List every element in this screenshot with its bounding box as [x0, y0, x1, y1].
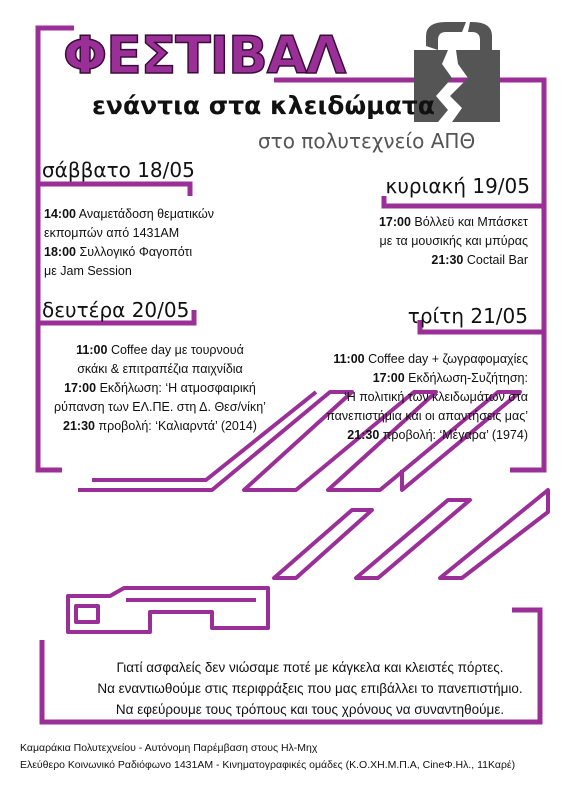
event-line: σκάκι & επιτραπέζια παιχνίδια	[77, 362, 243, 376]
organizer-credits	[20, 740, 515, 774]
schedule-tuesday	[258, 350, 528, 445]
day-heading-sunday: κυριακή 19/05	[385, 174, 530, 198]
event-line: πανεπιστήμια και οι απαντήσεις μας’	[326, 409, 528, 423]
credit-line: Καμαράκια Πολυτεχνείου - Αυτόνομη Παρέμβαση στους Ηλ-Μηχ	[20, 742, 318, 754]
event-line: 17:00 Εκδήλωση: ‘Η ατμοσφαιρική	[64, 381, 256, 395]
event-line: 21:30 Coctail Bar	[431, 253, 528, 267]
festival-title: ΦΕΣΤΙΒΑΛ	[63, 26, 346, 86]
message-line: Να εναντιωθούμε στις περιφράξεις που μας επιβάλλει το πανεπιστήμιο.	[97, 681, 523, 696]
day-heading-monday: δευτέρα 20/05	[42, 298, 190, 322]
event-line: 11:00 Coffee day με τουρνουά	[76, 343, 244, 357]
event-line: 21:30 προβολή: ‘Μέγαρα’ (1974)	[347, 428, 528, 442]
day-heading-saturday: σάββατο 18/05	[42, 158, 195, 182]
event-line: 21:30 προβολή: ‘Καλιαρντά’ (2014)	[63, 419, 257, 433]
day-heading-tuesday: τρίτη 21/05	[407, 304, 528, 328]
event-line: εκπομπών από 1431AM	[44, 226, 180, 240]
credit-line: Ελεύθερο Κοινωνικό Ραδιόφωνο 1431ΑΜ - Κινηματογραφικές ομάδες (Κ.Ο.ΧΗ.Μ.Π.Α, CineΦ.Ηλ., 11Καρέ)	[20, 759, 516, 771]
event-line: ρύπανση των ΕΛ.ΠΕ. στη Δ. Θεσ/νίκη’	[54, 400, 266, 414]
event-line: 17:00 Βόλλεϋ και Μπάσκετ	[378, 215, 528, 229]
closing-message	[60, 657, 560, 720]
message-line: Γιατί ασφαλείς δεν νιώσαμε ποτέ με κάγκελα και κλειστές πόρτες.	[116, 660, 504, 675]
event-line: με τα μουσικής και μπύρας	[379, 234, 528, 248]
underline-saturday	[38, 184, 190, 196]
event-line: 17:00 Εκδήλωση-Συζήτηση:	[372, 371, 528, 385]
event-line: 18:00 Συλλογικό Φαγοπότι	[44, 245, 193, 259]
schedule-sunday	[268, 213, 528, 270]
event-line: 11:00 Coffee day + ζωγραφομαχίες	[333, 352, 528, 366]
event-line: 14:00 Αναμετάδοση θεματικών	[44, 207, 214, 221]
message-line: Να εφεύρουμε τους τρόπους και τους χρόνους να συναντηθούμε.	[115, 702, 505, 717]
festival-subtitle: ενάντια στα κλειδώματα	[92, 91, 435, 120]
festival-location: στο πολυτεχνείο ΑΠΘ	[258, 129, 476, 153]
schedule-monday	[40, 341, 280, 436]
event-line: με Jam Session	[44, 264, 132, 278]
schedule-saturday	[44, 205, 214, 281]
event-line: ‘Η πολιτική των κλειδωμάτων στα	[343, 390, 528, 404]
